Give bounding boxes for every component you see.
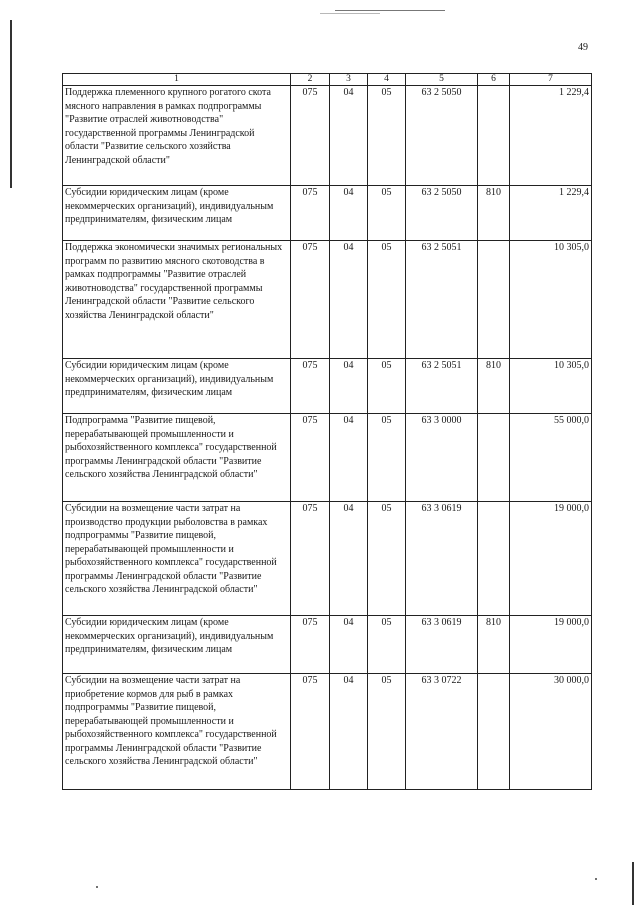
row-ministry-code: 075	[291, 241, 330, 359]
row-target-code: 63 2 5050	[406, 186, 478, 241]
row-section-code: 04	[330, 674, 368, 790]
row-ministry-code: 075	[291, 186, 330, 241]
scan-artifact-edge	[632, 862, 634, 905]
row-expense-type: 810	[478, 359, 510, 414]
table-header-row	[63, 74, 592, 86]
row-subsection-code: 05	[368, 616, 406, 674]
row-subsection-code: 05	[368, 359, 406, 414]
row-name: Подпрограмма "Развитие пищевой, перерабатывающей промышленности и рыбохозяйственного комплекса" государственной программы Ленинградской области "Развитие сельского хозяйства Ленинградской области"	[63, 414, 291, 502]
budget-table	[62, 73, 592, 790]
row-expense-type: 810	[478, 616, 510, 674]
table-row	[63, 359, 592, 414]
row-subsection-code: 05	[368, 86, 406, 186]
column-header: 3	[330, 74, 368, 86]
row-name: Субсидии юридическим лицам (кроме некоммерческих организаций), индивидуальным предпринимателям, физическим лицам	[63, 616, 291, 674]
row-name: Поддержка племенного крупного рогатого скота мясного направления в рамках подпрограммы "Развитие отраслей животноводства" государственной программы Ленинградской области "Развитие сельского хозяйства Ленинградской области"	[63, 86, 291, 186]
row-ministry-code: 075	[291, 502, 330, 616]
scan-artifact-edge	[10, 20, 12, 188]
row-expense-type	[478, 414, 510, 502]
table-row	[63, 502, 592, 616]
row-section-code: 04	[330, 616, 368, 674]
row-amount: 1 229,4	[510, 86, 592, 186]
row-target-code: 63 2 5050	[406, 86, 478, 186]
column-header: 4	[368, 74, 406, 86]
row-amount: 19 000,0	[510, 616, 592, 674]
row-ministry-code: 075	[291, 674, 330, 790]
row-amount: 10 305,0	[510, 359, 592, 414]
table-row	[63, 674, 592, 790]
table-row	[63, 186, 592, 241]
row-target-code: 63 2 5051	[406, 359, 478, 414]
row-ministry-code: 075	[291, 616, 330, 674]
row-ministry-code: 075	[291, 359, 330, 414]
row-ministry-code: 075	[291, 86, 330, 186]
column-header: 6	[478, 74, 510, 86]
row-section-code: 04	[330, 86, 368, 186]
table-row	[63, 86, 592, 186]
row-expense-type	[478, 86, 510, 186]
page-number: 49	[578, 42, 588, 53]
row-subsection-code: 05	[368, 241, 406, 359]
row-amount: 55 000,0	[510, 414, 592, 502]
row-ministry-code: 075	[291, 414, 330, 502]
table-row	[63, 414, 592, 502]
row-section-code: 04	[330, 186, 368, 241]
column-header: 2	[291, 74, 330, 86]
row-subsection-code: 05	[368, 674, 406, 790]
row-expense-type: 810	[478, 186, 510, 241]
row-subsection-code: 05	[368, 414, 406, 502]
row-name: Субсидии на возмещение части затрат на производство продукции рыболовства в рамках подпрограммы "Развитие пищевой, перерабатывающей промышленности и рыбохозяйственного комплекса" государственной программы Ленинградской области "Развитие сельского хозяйства Ленинградской области"	[63, 502, 291, 616]
row-section-code: 04	[330, 502, 368, 616]
row-section-code: 04	[330, 359, 368, 414]
column-header: 1	[63, 74, 291, 86]
table-row	[63, 616, 592, 674]
scan-artifact-line	[335, 10, 445, 11]
column-header: 5	[406, 74, 478, 86]
row-subsection-code: 05	[368, 502, 406, 616]
scan-artifact-line	[320, 13, 380, 14]
row-name: Субсидии на возмещение части затрат на приобретение кормов для рыб в рамках подпрограммы "Развитие пищевой, перерабатывающей промышленности и рыбохозяйственного комплекса" государственной программы Ленинградской области "Развитие сельского хозяйства Ленинградской области"	[63, 674, 291, 790]
row-section-code: 04	[330, 414, 368, 502]
row-amount: 10 305,0	[510, 241, 592, 359]
column-header: 7	[510, 74, 592, 86]
row-name: Поддержка экономически значимых региональных программ по развитию мясного скотоводства в рамках подпрограммы "Развитие отраслей животноводства" государственной программы Ленинградской области "Развитие сельского хозяйства Ленинградской области"	[63, 241, 291, 359]
row-amount: 19 000,0	[510, 502, 592, 616]
row-amount: 30 000,0	[510, 674, 592, 790]
row-target-code: 63 3 0619	[406, 502, 478, 616]
row-target-code: 63 3 0000	[406, 414, 478, 502]
row-expense-type	[478, 674, 510, 790]
row-target-code: 63 3 0619	[406, 616, 478, 674]
row-target-code: 63 2 5051	[406, 241, 478, 359]
row-name: Субсидии юридическим лицам (кроме некоммерческих организаций), индивидуальным предпринимателям, физическим лицам	[63, 186, 291, 241]
row-subsection-code: 05	[368, 186, 406, 241]
row-amount: 1 229,4	[510, 186, 592, 241]
row-section-code: 04	[330, 241, 368, 359]
row-target-code: 63 3 0722	[406, 674, 478, 790]
row-expense-type	[478, 502, 510, 616]
row-name: Субсидии юридическим лицам (кроме некоммерческих организаций), индивидуальным предпринимателям, физическим лицам	[63, 359, 291, 414]
table-row	[63, 241, 592, 359]
row-expense-type	[478, 241, 510, 359]
scan-artifact-dot	[96, 886, 98, 888]
scan-artifact-dot	[595, 878, 597, 880]
